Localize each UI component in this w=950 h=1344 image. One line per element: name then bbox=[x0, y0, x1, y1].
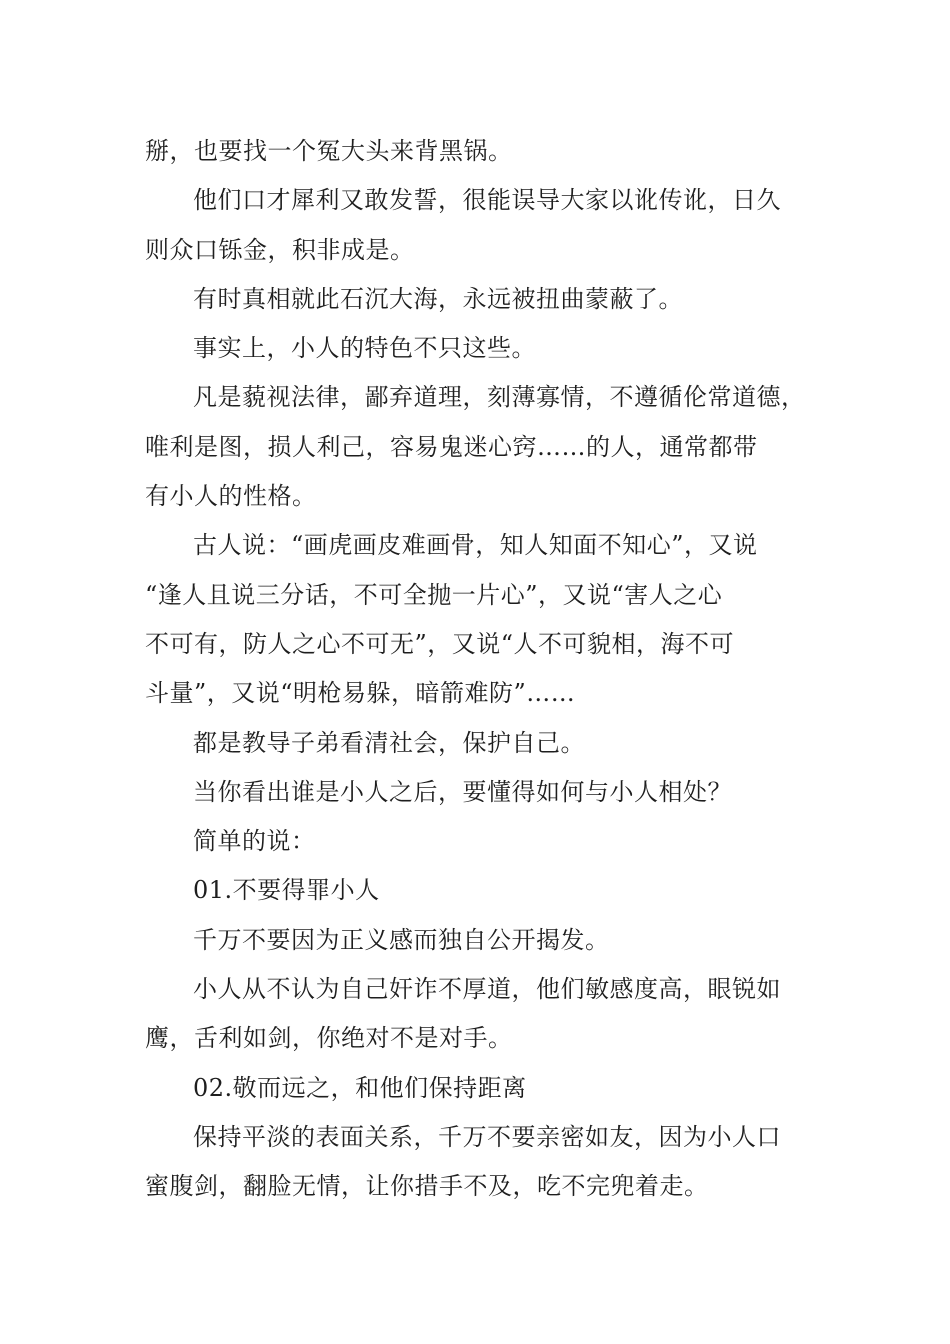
text-line: 当你看出谁是小人之后，要懂得如何与小人相处？ bbox=[193, 777, 732, 806]
text-line: 事实上，小人的特色不只这些。 bbox=[193, 334, 536, 363]
text-line: 掰，也要找一个冤大头来背黑锅。 bbox=[145, 137, 513, 165]
text-line: 简单的说： bbox=[193, 827, 316, 856]
text-line: 不可有，防人之心不可无”，又说“人不可貌相，海不可 bbox=[145, 629, 735, 658]
text-line: 小人从不认为自己奸诈不厚道，他们敏感度高，眼锐如 bbox=[193, 975, 781, 1004]
text-line: 鹰，舌利如剑，你绝对不是对手。 bbox=[145, 1024, 513, 1053]
text-line: “逢人且说三分话，不可全抛一片心”，又说“害人之心 bbox=[145, 580, 723, 609]
section-heading: 02.敬而远之，和他们保持距离 bbox=[193, 1073, 527, 1102]
text-line: 保持平淡的表面关系，千万不要亲密如友，因为小人口 bbox=[193, 1122, 781, 1151]
text-line: 蜜腹剑，翻脸无情，让你措手不及，吃不完兜着走。 bbox=[145, 1172, 709, 1201]
body-text bbox=[145, 127, 817, 1212]
text-line: 千万不要因为正义感而独自公开揭发。 bbox=[193, 925, 610, 954]
text-line: 斗量”，又说“明枪易躲，暗箭难防”…… bbox=[145, 679, 576, 708]
text-line: 古人说：“画虎画皮难画骨，知人知面不知心”，又说 bbox=[193, 531, 758, 560]
text-line: 他们口才犀利又敢发誓，很能误导大家以讹传讹，日久 bbox=[193, 186, 781, 215]
text-line: 有时真相就此石沉大海，永远被扭曲蒙蔽了。 bbox=[193, 284, 683, 313]
text-line: 唯利是图，损人利己，容易鬼迷心窍……的人，通常都带 bbox=[145, 432, 758, 461]
text-line: 有小人的性格。 bbox=[145, 482, 317, 511]
text-line: 凡是藐视法律，鄙弃道理，刻薄寡情，不遵循伦常道德， bbox=[193, 383, 806, 412]
section-heading: 01.不要得罪小人 bbox=[193, 876, 380, 905]
text-line: 则众口铄金，积非成是。 bbox=[145, 235, 415, 264]
text-line: 都是教导子弟看清社会，保护自己。 bbox=[193, 728, 585, 757]
